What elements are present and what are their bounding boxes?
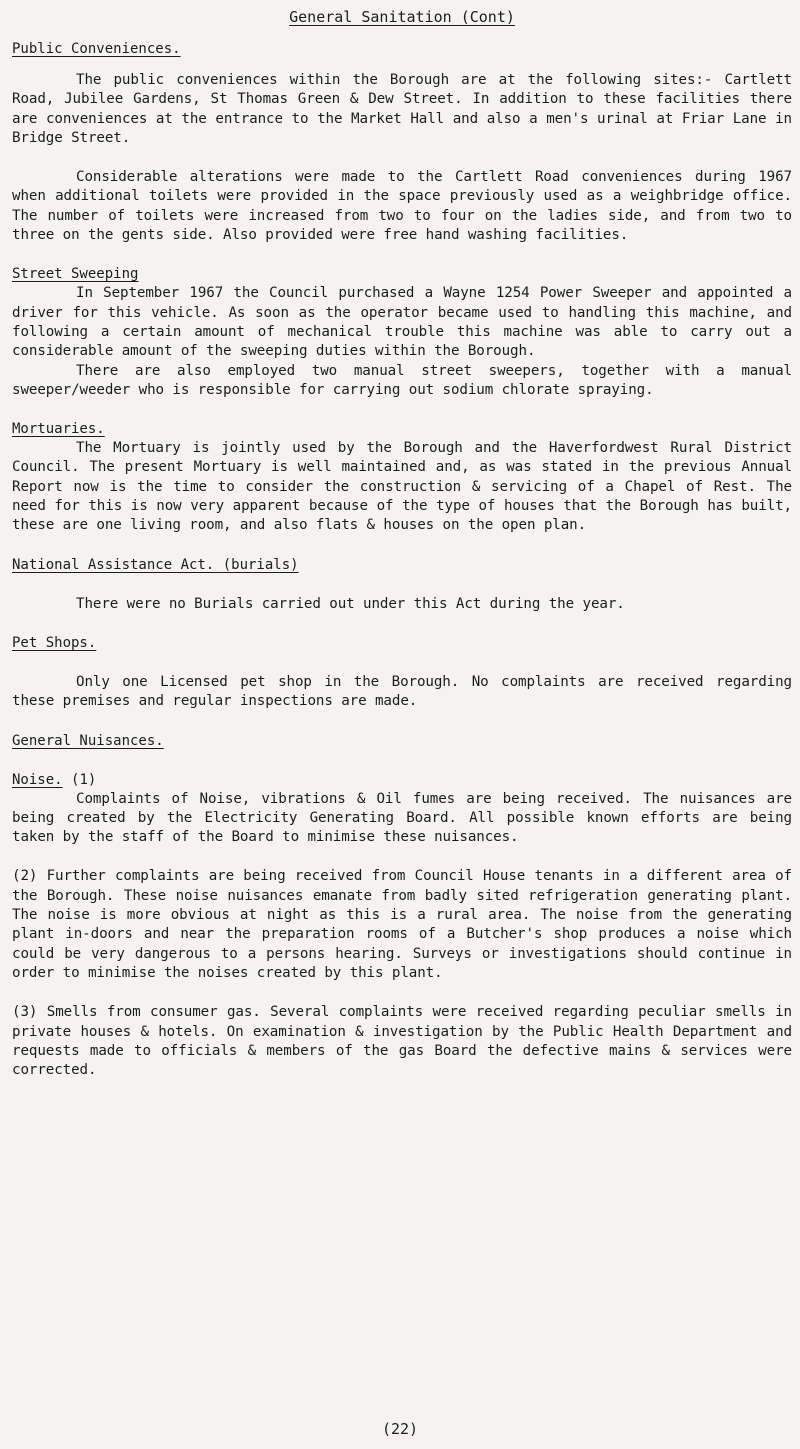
paragraph: There are also employed two manual street sweepers, together with a manual sweeper/weeder who is responsible for carrying out sodium chlorate spraying.: [12, 362, 792, 398]
paragraph: Only one Licensed pet shop in the Borough. No complaints are received regarding these premises and regular inspections are made.: [12, 673, 792, 710]
paragraph: Considerable alterations were made to the Cartlett Road conveniences during 1967 when additional toilets were provided in the space previously used as a weighbridge office. The number of toilets were increased from two to four on the ladies side, and from two to three on the gents side. Also provided were free hand washing facilities.: [12, 169, 792, 244]
paragraph: In September 1967 the Council purchased a Wayne 1254 Power Sweeper and appointed a driver for this vehicle. As soon as the operator became used to handling this machine, and following a certain amount of mechanical trouble this machine was able to carry out a considerable amount of the sweeping duties within the Borough.: [12, 285, 792, 360]
section-heading-street-sweeping: Street Sweeping: [12, 266, 139, 283]
item-number: (1): [71, 771, 97, 788]
section-heading-pet-shops: Pet Shops.: [12, 634, 97, 651]
page-title: General Sanitation (Cont): [289, 8, 515, 26]
paragraph: The Mortuary is jointly used by the Borough and the Haverfordwest Rural District Council. The present Mortuary is well maintained and, as was stated in the previous Annual Report now is the time to consider the construction & servicing of a Chapel of Rest. The need for this is now very apparent because of the type of houses that the Borough has built, these are one living room, and also flats & houses on the open plan.: [12, 440, 792, 534]
section-heading-public-conveniences: Public Conveniences.: [12, 41, 181, 57]
paragraph: The public conveniences within the Borough are at the following sites:- Cartlett Road, Jubilee Gardens, St Thomas Green & Dew Street. In addition to these facilities there are conveniences at the entrance to the Market Hall and also a men's urinal at Friar Lane in Bridge Street.: [12, 72, 792, 146]
section-heading-noise: Noise. (1): [12, 771, 97, 788]
paragraph: There were no Burials carried out under this Act during the year.: [76, 595, 625, 612]
section-heading-general-nuisances: General Nuisances.: [12, 732, 164, 749]
paragraph: (2) Further complaints are being received from Council House tenants in a different area of the Borough. These noise nuisances emanate from badly sited refrigeration generating plant. The noise is more obvious at night as this is a rural area. The noise from the generating plant in-doors and near the preparation rooms of a Butcher's shop produces a noise which could be very dangerous to a persons hearing. Surveys or investigations should continue in order to minimise the noises created by this plant.: [12, 868, 792, 981]
paragraph: Complaints of Noise, vibrations & Oil fumes are being received. The nuisances are being created by the Electricity Generating Board. All possible known efforts are being taken by the staff of the Board to minimise these nuisances.: [12, 790, 792, 846]
section-heading-mortuaries: Mortuaries.: [12, 421, 105, 438]
section-heading-national-assistance: National Assistance Act. (burials): [12, 556, 299, 573]
page-number: (22): [381, 1420, 419, 1438]
paragraph: (3) Smells from consumer gas. Several complaints were received regarding peculiar smells in private houses & hotels. On examination & investigation by the Public Health Department and requests made to officials & members of the gas Board the defective mains & services were corrected.: [12, 1004, 792, 1079]
